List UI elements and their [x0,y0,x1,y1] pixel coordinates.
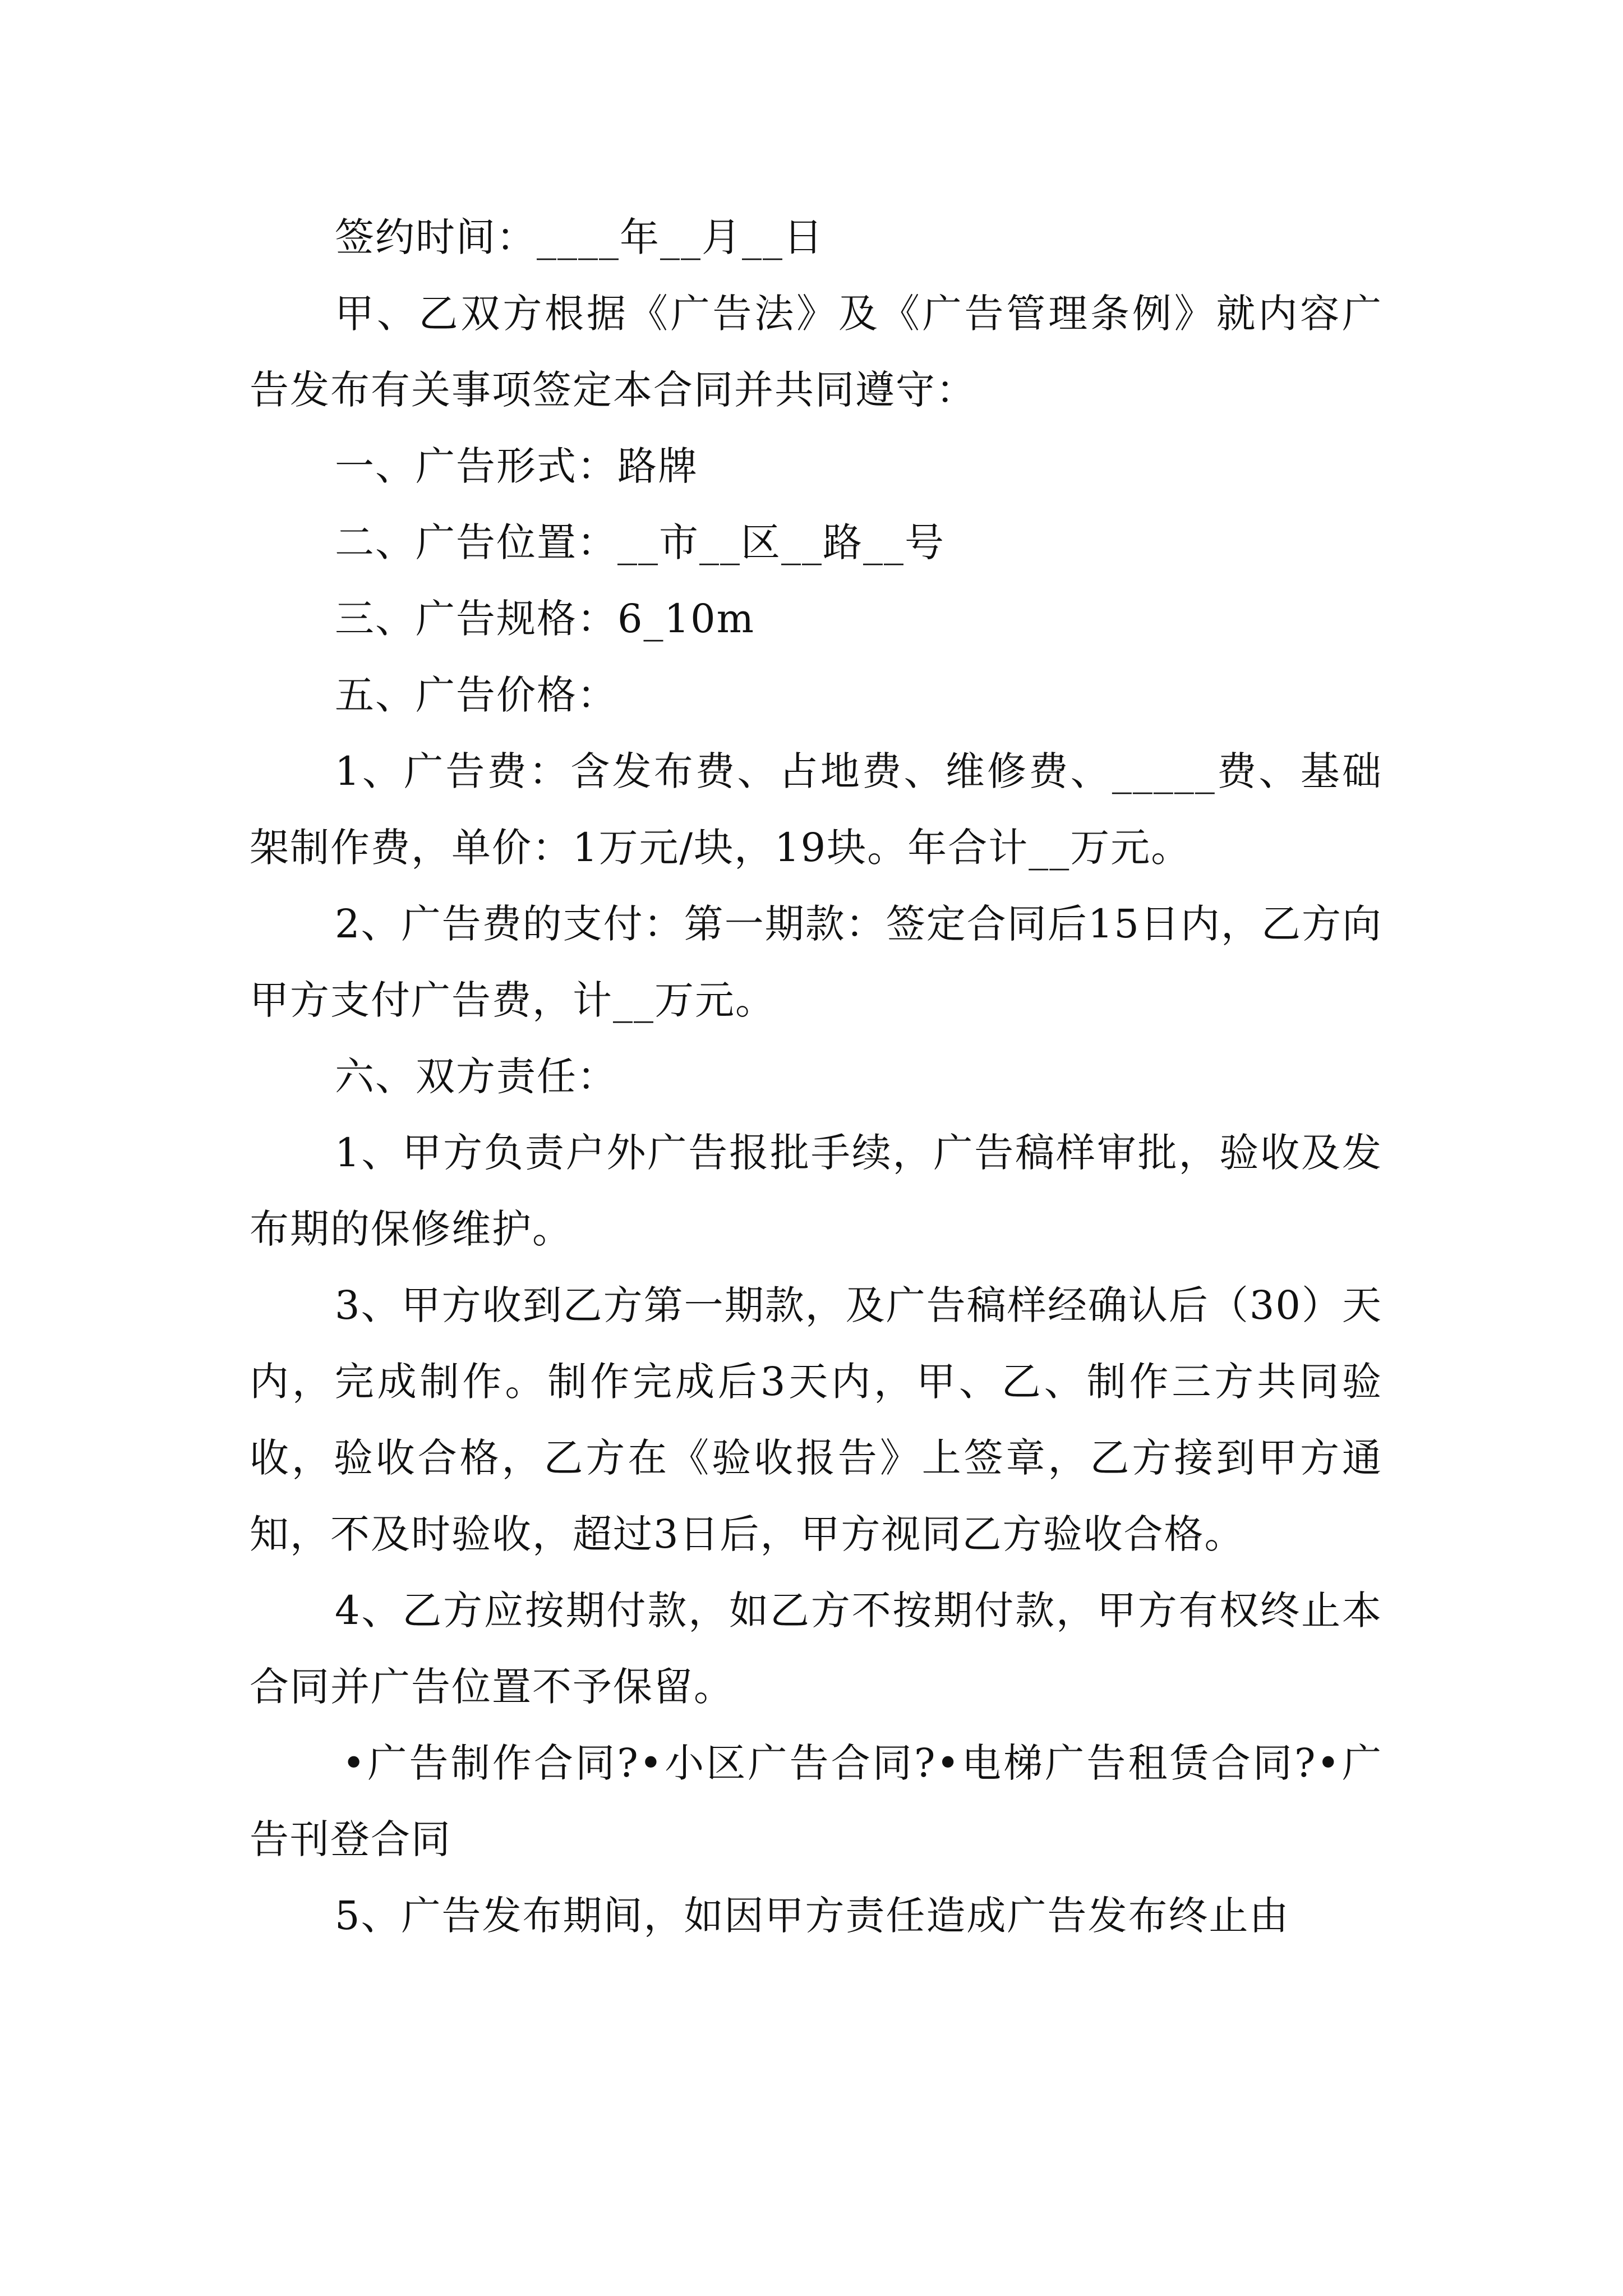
clause-ad-location: 二、广告位置：__市__区__路__号 [335,519,945,565]
responsibility-item-3: 3、甲方收到乙方第一期款，及广告稿样经确认后（30）天内，完成制作。制作完成后3天内，甲、乙、制作三方共同验收，验收合格，乙方在《验收报告》上签章，乙方接到甲方通知，不及时验收，超过3日后，甲方视同乙方验收合格。 [250,1282,1382,1557]
document-body [250,199,1382,1954]
responsibility-item-1: 1、甲方负责户外广告报批手续，广告稿样审批，验收及发布期的保修维护。 [250,1130,1382,1252]
signing-date-line: 签约时间：____年__月__日 [335,214,824,260]
contract-preamble: 甲、乙双方根据《广告法》及《广告管理条例》就内容广告发布有关事项签定本合同并共同遵守： [250,291,1382,413]
clause-ad-fee: 1、广告费：含发布费、占地费、维修费、_____费、基础架制作费，单价：1万元/块，19块。年合计__万元。 [250,748,1382,871]
clause-ad-size: 三、广告规格：6_10m [335,596,755,642]
clause-responsibilities-heading: 六、双方责任： [335,1053,617,1099]
related-contracts-list: •广告制作合同?•小区广告合同?•电梯广告租赁合同?•广告刊登合同 [250,1740,1382,1862]
responsibility-item-5: 5、广告发布期间，如因甲方责任造成广告发布终止由 [335,1893,1290,1939]
clause-ad-price-heading: 五、广告价格： [335,672,617,718]
responsibility-item-4: 4、乙方应按期付款，如乙方不按期付款，甲方有权终止本合同并广告位置不予保留。 [250,1588,1382,1710]
clause-ad-form: 一、广告形式：路牌 [335,443,698,489]
clause-fee-payment: 2、广告费的支付：第一期款：签定合同后15日内，乙方向甲方支付广告费，计__万元。 [250,901,1382,1023]
